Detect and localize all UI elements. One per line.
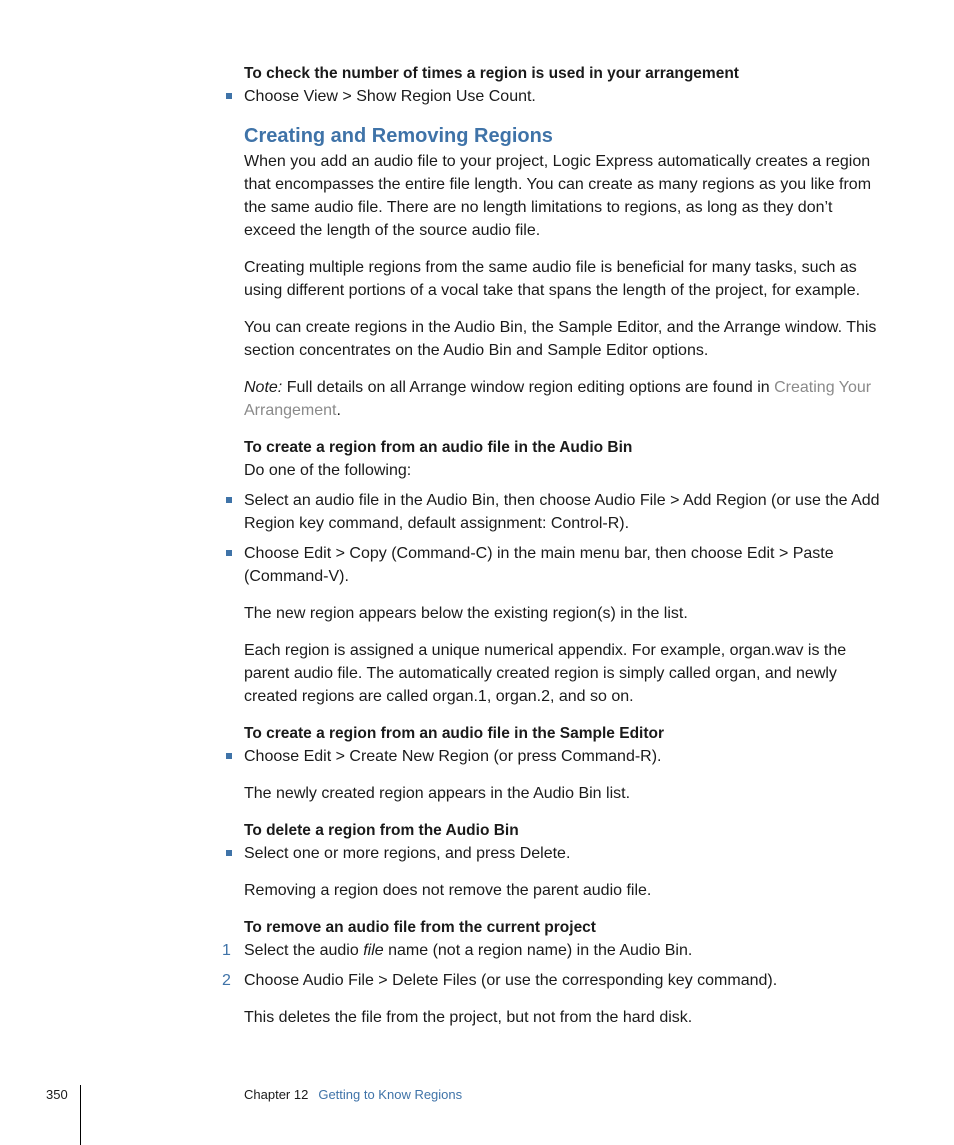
bullet-text: Select an audio file in the Audio Bin, then choose Audio File > Add Region (or use the Add Region key command, default assignment: Control-R). (244, 492, 880, 532)
note-end: . (336, 402, 341, 419)
bullet-text: Choose View > Show Region Use Count. (244, 88, 536, 105)
bullet-square-icon (226, 850, 232, 856)
task-heading-create-in-bin: To create a region from an audio file in the Audio Bin (244, 439, 633, 456)
bullet-square-icon (226, 497, 232, 503)
bullet-square-icon (226, 550, 232, 556)
note-text: Full details on all Arrange window region editing options are found in (282, 379, 775, 396)
paragraph: The new region appears below the existing region(s) in the list. (244, 605, 688, 622)
step-text-emphasis: file (363, 942, 384, 959)
bullet-item (244, 842, 884, 865)
paragraph: When you add an audio file to your project, Logic Express automatically creates a region that encompasses the entire file length. You can create as many regions as you like from the same audio file. There are no length limitations to regions, as long as they don’t exceed the length of the source audio file. (244, 153, 872, 239)
bullet-item (244, 542, 884, 588)
footer-divider (80, 1085, 81, 1145)
paragraph: You can create regions in the Audio Bin, the Sample Editor, and the Arrange window. This section concentrates on the Audio Bin and Sample Editor options. (244, 319, 877, 359)
chapter-title-link[interactable]: Getting to Know Regions (318, 1087, 463, 1102)
paragraph: Each region is assigned a unique numerical appendix. For example, organ.wav is the parent audio file. The automatically created region is simply called organ, and newly created regions are called organ.1, organ.2, and so on. (244, 642, 847, 705)
step-number: 1 (222, 942, 231, 959)
paragraph: The newly created region appears in the Audio Bin list. (244, 785, 631, 802)
bullet-text: Choose Edit > Create New Region (or press Command-R). (244, 748, 662, 765)
step-text-a: Select the audio (244, 942, 364, 959)
footer-chapter (244, 1087, 462, 1102)
bullet-item (244, 745, 884, 768)
task-heading-create-in-editor: To create a region from an audio file in the Sample Editor (244, 725, 665, 742)
bullet-square-icon (226, 93, 232, 99)
task-heading-remove-file: To remove an audio file from the current project (244, 919, 596, 936)
page-number: 350 (46, 1087, 68, 1102)
bullet-item (244, 489, 884, 535)
bullet-text: Choose Edit > Copy (Command-C) in the main menu bar, then choose Edit > Paste (Command-V). (244, 545, 834, 585)
note-paragraph (244, 376, 884, 422)
note-label: Note: (244, 379, 283, 396)
bullet-text: Select one or more regions, and press Delete. (244, 845, 571, 862)
step-number: 2 (222, 972, 231, 989)
paragraph: This deletes the file from the project, but not from the hard disk. (244, 1009, 693, 1026)
paragraph: Creating multiple regions from the same audio file is beneficial for many tasks, such as using different portions of a vocal take that spans the length of the project, for example. (244, 259, 861, 299)
task-heading-show-use-count: To check the number of times a region is used in your arrangement (244, 65, 739, 82)
step-text-c: name (not a region name) in the Audio Bin. (383, 942, 693, 959)
numbered-step (222, 969, 884, 992)
task-heading-delete-region: To delete a region from the Audio Bin (244, 822, 519, 839)
bullet-square-icon (226, 753, 232, 759)
cross-reference-link[interactable]: Creating Your Arrangement (244, 379, 872, 419)
step-text: Choose Audio File > Delete Files (or use the corresponding key command). (244, 972, 778, 989)
section-title: Creating and Removing Regions (244, 125, 553, 147)
bullet-item (244, 85, 884, 108)
numbered-step (222, 939, 884, 962)
paragraph: Removing a region does not remove the parent audio file. (244, 882, 652, 899)
chapter-label: Chapter 12 (244, 1087, 309, 1102)
page-content (222, 62, 884, 1029)
paragraph: Do one of the following: (244, 462, 412, 479)
